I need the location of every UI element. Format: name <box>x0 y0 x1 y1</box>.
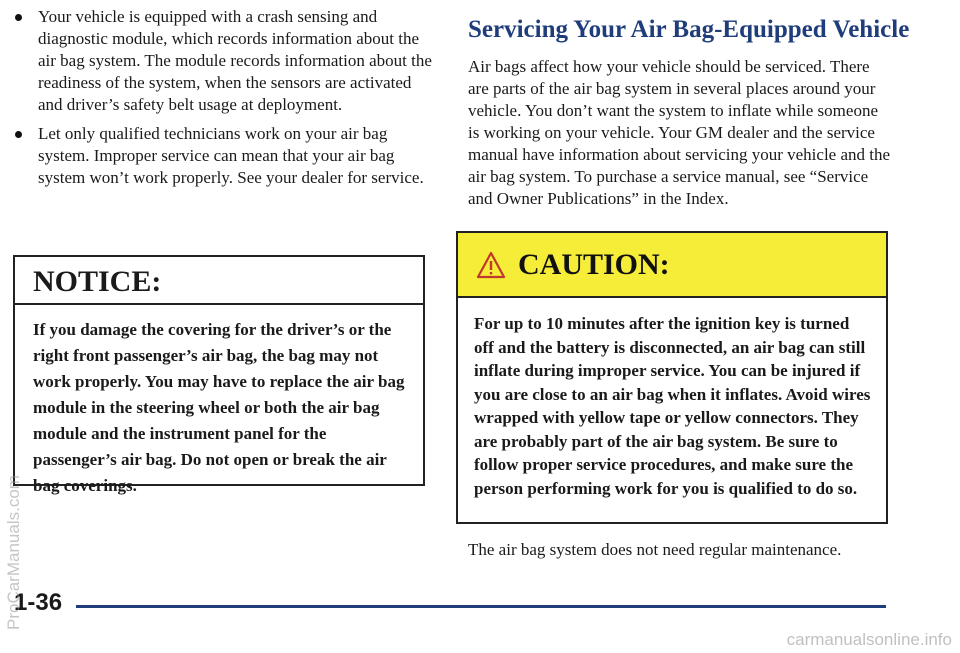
footer-divider <box>76 605 886 608</box>
bullet-text: Let only qualified technicians work on your air bag system. Improper service can mean that your air bag system won’t work properly. See your dealer for service. <box>38 124 424 187</box>
caution-title: CAUTION: <box>518 247 670 281</box>
notice-body: If you damage the covering for the driver’s or the right front passenger’s air bag, the bag may not work properly. You may have to replace the air bag module in the steering wheel or both the air bag module and the instrument panel for the passenger’s air bag. Do not open or break the air bag coverings. <box>33 320 405 495</box>
section-body: Air bags affect how your vehicle should be serviced. There are parts of the air bag system in several places around your vehicle. You don’t want the system to inflate while someone is working on your vehicle. Your GM dealer and the service manual have information about servicing your vehicle and the air bag system. To purchase a service manual, see “Service and Owner Publications” in the Index. <box>468 57 891 208</box>
bullet-icon <box>15 14 22 21</box>
bullet-item <box>14 123 434 189</box>
maintenance-note: The air bag system does not need regular maintenance. <box>468 540 842 559</box>
page-number: 1-36 <box>14 589 63 616</box>
bullet-item <box>14 6 434 116</box>
bullet-text: Your vehicle is equipped with a crash sensing and diagnostic module, which records information about the air bag system. The module records information about the readiness of the system, when the sensors are activated and driver’s safety belt usage at deployment. <box>38 7 432 114</box>
notice-title: NOTICE: <box>33 265 162 298</box>
bullet-icon <box>15 131 22 138</box>
section-title: Servicing Your Air Bag-Equipped Vehicle <box>468 16 910 43</box>
bottom-watermark: carmanualsonline.info <box>786 630 952 649</box>
side-watermark: ProCarManuals.com <box>4 475 23 630</box>
notice-header <box>15 257 423 305</box>
caution-box <box>456 231 888 524</box>
warning-triangle-icon <box>476 251 506 279</box>
notice-box <box>13 255 425 495</box>
caution-header <box>458 233 886 298</box>
bullet-list <box>14 6 434 196</box>
caution-body: For up to 10 minutes after the ignition key is turned off and the battery is disconnected, an air bag can still inflate during improper service. You can be injured if you are close to an air bag when it inflates. Avoid wires wrapped with yellow tape or yellow connectors. They are probably part of the air bag system. Be sure to follow proper service procedures, and make sure the person performing work for you is qualified to do so. <box>474 314 871 498</box>
